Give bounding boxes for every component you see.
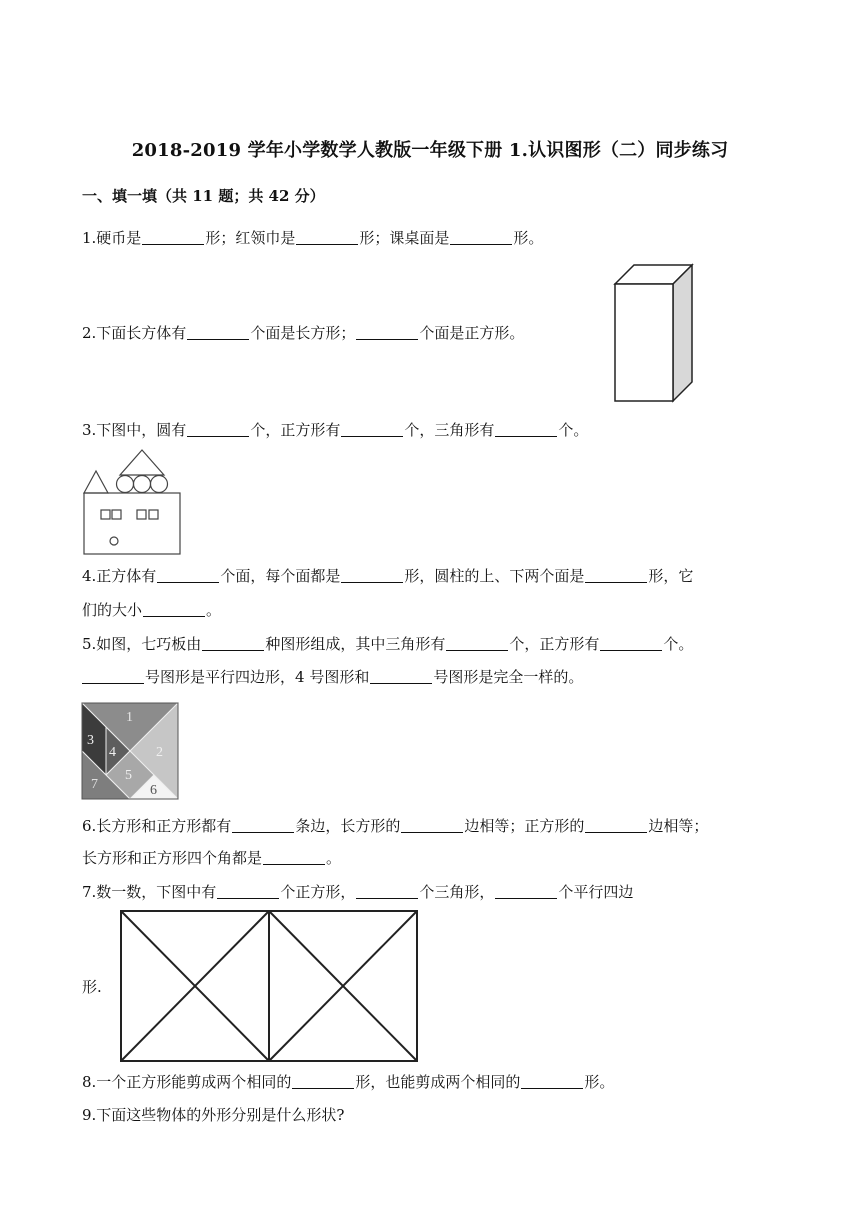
q5-blank-2[interactable] <box>446 636 508 651</box>
q7-text-b: 个正方形， <box>280 883 356 901</box>
page-title: 2018-2019 学年小学数学人教版一年级下册 1.认识图形（二）同步练习 <box>131 140 729 161</box>
tangram-figure <box>82 703 178 799</box>
question-7-line-1 <box>82 882 633 902</box>
q4-blank-4[interactable] <box>143 602 205 617</box>
q4-text-c: 形，圆柱的上、下两个面是 <box>404 567 585 585</box>
tangram-label-5: 5 <box>125 768 132 783</box>
q8-blank-2[interactable] <box>521 1074 583 1089</box>
q4-blank-2[interactable] <box>341 568 403 583</box>
q3-text-b: 个，正方形有 <box>250 421 341 439</box>
q4-text-d: 形，它 <box>648 567 694 585</box>
q1-text-a: 1.硬币是 <box>82 229 142 247</box>
question-4-line-1 <box>82 566 693 586</box>
q3-blank-2[interactable] <box>341 422 403 437</box>
q5-blank-5[interactable] <box>370 669 432 684</box>
section-heading: 一、填一填（共 11 题；共 42 分） <box>82 187 325 205</box>
q1-text-c: 形；课桌面是 <box>359 229 450 247</box>
q7-text-d: 个平行四边 <box>558 883 634 901</box>
q5-text-b: 种图形组成，其中三角形有 <box>265 635 446 653</box>
q3-blank-3[interactable] <box>495 422 557 437</box>
q4-text-a: 4.正方体有 <box>82 567 157 585</box>
q7-blank-3[interactable] <box>495 884 557 899</box>
q1-text-b: 形；红领巾是 <box>205 229 296 247</box>
q6-blank-2[interactable] <box>401 818 463 833</box>
q5-text-c: 个，正方形有 <box>509 635 600 653</box>
question-7-line-2 <box>82 977 102 997</box>
q1-text-d: 形。 <box>513 229 544 247</box>
q8-text-c: 形。 <box>584 1073 615 1091</box>
q8-text-a: 8.一个正方形能剪成两个相同的 <box>82 1073 292 1091</box>
q7-text-e: 形. <box>82 978 102 996</box>
question-8 <box>82 1072 614 1092</box>
question-6-line-1 <box>82 816 708 836</box>
q2-blank-2[interactable] <box>356 325 418 340</box>
q9-text-a: 9.下面这些物体的外形分别是什么形状? <box>82 1106 345 1124</box>
question-2 <box>82 323 524 343</box>
q5-text-d: 个。 <box>663 635 694 653</box>
q6-text-e: 长方形和正方形四个角都是 <box>82 849 263 867</box>
q6-text-d: 边相等； <box>648 817 709 835</box>
tangram-label-1: 1 <box>126 710 133 725</box>
q6-text-b: 条边，长方形的 <box>295 817 401 835</box>
q2-text-c: 个面是正方形。 <box>419 324 525 342</box>
tangram-label-6: 6 <box>150 783 157 798</box>
q8-blank-1[interactable] <box>292 1074 354 1089</box>
tangram-label-7: 7 <box>91 777 98 792</box>
q1-blank-1[interactable] <box>142 230 204 245</box>
q6-blank-1[interactable] <box>232 818 294 833</box>
tangram-label-4: 4 <box>109 745 116 760</box>
q6-blank-4[interactable] <box>263 850 325 865</box>
q5-text-f: 号图形是完全一样的。 <box>433 668 584 686</box>
q3-blank-1[interactable] <box>187 422 249 437</box>
q4-blank-1[interactable] <box>157 568 219 583</box>
question-4-line-2 <box>82 600 221 620</box>
q7-blank-2[interactable] <box>356 884 418 899</box>
q8-text-b: 形，也能剪成两个相同的 <box>355 1073 521 1091</box>
q7-text-c: 个三角形， <box>419 883 495 901</box>
q4-text-b: 个面，每个面都是 <box>220 567 341 585</box>
q6-text-c: 边相等；正方形的 <box>464 817 585 835</box>
q7-blank-1[interactable] <box>217 884 279 899</box>
house-shapes-figure <box>82 447 182 557</box>
q6-text-f: 。 <box>326 849 342 867</box>
q5-blank-1[interactable] <box>202 636 264 651</box>
q2-text-b: 个面是长方形； <box>250 324 356 342</box>
q5-text-e: 号图形是平行四边形，4 号图形和 <box>145 668 370 686</box>
q3-text-d: 个。 <box>558 421 589 439</box>
q1-blank-2[interactable] <box>296 230 358 245</box>
cuboid-figure <box>612 262 696 404</box>
q5-blank-3[interactable] <box>600 636 662 651</box>
question-3 <box>82 420 588 440</box>
q2-blank-1[interactable] <box>187 325 249 340</box>
question-6-line-2 <box>82 848 341 868</box>
question-5-line-1 <box>82 634 693 654</box>
tangram-label-3: 3 <box>87 733 94 748</box>
q3-text-a: 3.下图中，圆有 <box>82 421 187 439</box>
q6-blank-3[interactable] <box>585 818 647 833</box>
tangram-label-2: 2 <box>156 745 163 760</box>
question-9 <box>82 1105 344 1125</box>
q5-blank-4[interactable] <box>82 669 144 684</box>
q1-blank-3[interactable] <box>450 230 512 245</box>
q3-text-c: 个，三角形有 <box>404 421 495 439</box>
squares-diagonals-figure <box>119 909 419 1063</box>
q2-text-a: 2.下面长方体有 <box>82 324 187 342</box>
q4-text-f: 。 <box>206 601 222 619</box>
q5-text-a: 5.如图，七巧板由 <box>82 635 202 653</box>
q4-text-e: 们的大小 <box>82 601 143 619</box>
question-5-line-2 <box>82 667 583 687</box>
question-1 <box>82 228 543 248</box>
q4-blank-3[interactable] <box>585 568 647 583</box>
q7-text-a: 7.数一数，下图中有 <box>82 883 217 901</box>
q6-text-a: 6.长方形和正方形都有 <box>82 817 232 835</box>
